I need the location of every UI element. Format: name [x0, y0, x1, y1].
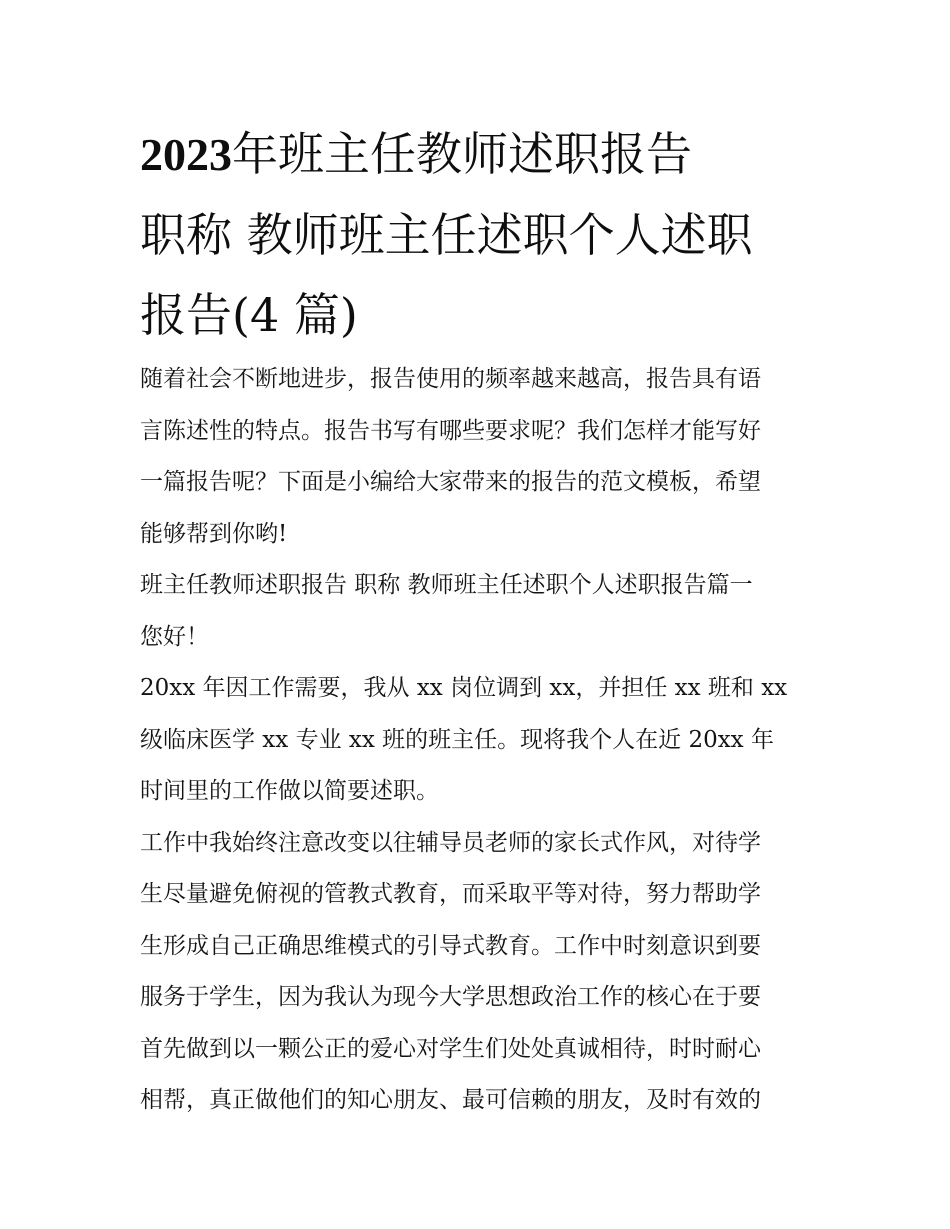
paragraph-line: 生尽量避免俯视的管教式教育，而采取平等对待，努力帮助学 [140, 881, 761, 907]
paragraph-line: 工作中我始终注意改变以往辅导员老师的家长式作风，对待学 [140, 829, 761, 856]
paragraph-line: 级临床医学 xx 专业 xx 班的班主任。现将我个人在近 20xx 年 [140, 726, 774, 753]
paragraph-line: 首先做到以一颗公正的爱心对学生们处处真诚相待，时时耐心 [140, 1035, 761, 1062]
paragraph-line: 相帮，真正做他们的知心朋友、最可信赖的朋友，及时有效的 [140, 1087, 761, 1113]
title-line [140, 114, 820, 195]
paragraph-line: 20xx 年因工作需要，我从 xx 岗位调到 xx，并担任 xx 班和 xx [140, 675, 788, 701]
paragraph-line: 时间里的工作做以简要述职。 [140, 778, 439, 804]
title-text: 职称 教师班主任述职个人述职 [140, 208, 753, 262]
title-line [140, 275, 820, 355]
title-year: 2023 [140, 129, 232, 180]
intro-line: 一篇报告呢？下面是小编给大家带来的报告的范文模板，希望 [140, 469, 761, 495]
paragraph-line: 生形成自己正确思维模式的引导式教育。工作中时刻意识到要 [140, 932, 761, 959]
title-line [140, 195, 820, 275]
document-body [140, 354, 820, 1127]
intro-line: 言陈述性的特点。报告书写有哪些要求呢？我们怎样才能写好 [140, 417, 761, 444]
paragraph-line: 服务于学生，因为我认为现今大学思想政治工作的核心在于要 [140, 984, 761, 1010]
intro-line: 随着社会不断地进步，报告使用的频率越来越高，报告具有语 [140, 366, 761, 392]
document-title [140, 114, 820, 355]
greeting-line: 您好！ [140, 623, 209, 650]
title-text: 报告(4 篇) [140, 288, 358, 342]
title-text: 年班主任教师述职报告 [232, 127, 692, 181]
intro-line: 能够帮到你哟! [140, 520, 288, 547]
section-heading: 班主任教师述职报告 职称 教师班主任述职个人述职报告篇一 [140, 572, 753, 598]
